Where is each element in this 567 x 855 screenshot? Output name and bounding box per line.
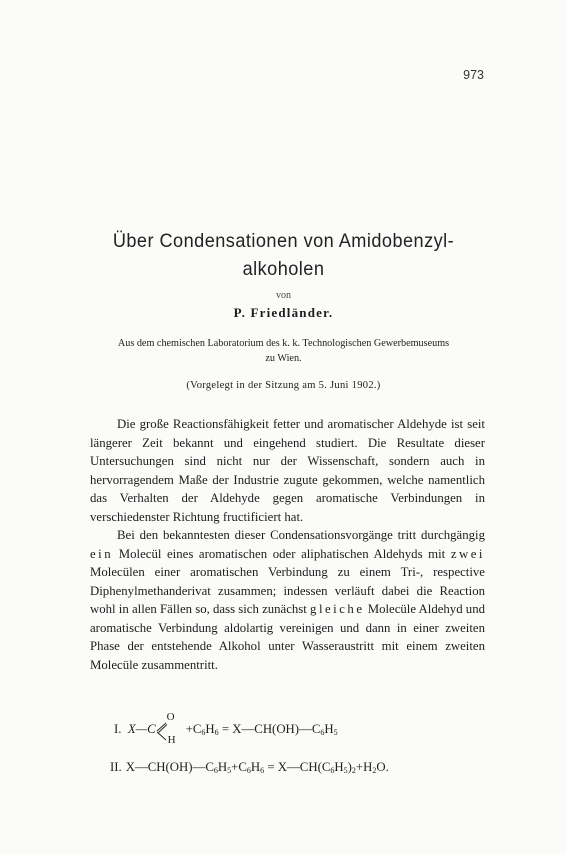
body-text xyxy=(90,415,485,674)
emphasis-gleiche: gleiche xyxy=(310,602,365,616)
paragraph-1: Die große Reactionsfähigkeit fetter und aromatischer Aldehyde ist seit längerer Zeit bekannt und eingehend studiert. Die Resultate dieser Untersuchungen sind nicht nur der Wissenschaft, sondern auch in hervorragendem Maße der Industrie zugute gekommen, welche namentlich das Verhalten der Aldehyde gegen aromatische Verbindungen in verschiedenster Richtung fructificiert hat. xyxy=(90,417,485,524)
formula-2: II. $X—CH(OH)—C_6H_5+C_6H_6$ = $X—CH(C_6H_5)_2+H_2O$. xyxy=(110,760,389,775)
paragraph-2: Bei den bekanntesten dieser Condensationsvorgänge tritt durchgängig ein Molecül eines aromatischen oder aliphatischen Aldehyds mit zwei Molecülen einer aromatischen Verbindung zu einem Tri-, respective Diphenylmethanderivat zusammen; indessen verläuft dabei die Reaction wohl in allen Fällen so, dass sich zunächst gleiche Molecüle Aldehyd und aromatische Verbindung aldolartig vereinigen und dann in einer zweiten Phase der entstehende Alkohol unter Wasseraustritt mit einem zweiten Molecüle zusammentritt. xyxy=(90,528,486,672)
page-number: 973 xyxy=(463,68,484,82)
article-title-line-2: alkoholen xyxy=(242,258,325,280)
formula-1: I. X—C O H $+C_6H_6$ = $X—CH(OH)—C_6H_5$ xyxy=(114,711,338,747)
emphasis-ein: ein xyxy=(90,546,114,561)
by-label: von xyxy=(276,290,291,301)
emphasis-zwei: zwei xyxy=(450,546,485,561)
affiliation-line-1: Aus dem chemischen Laboratorium des k. k. Technologischen Gewerbemuseums xyxy=(117,338,450,349)
affiliation xyxy=(80,336,487,366)
affiliation-line-2: zu Wien. xyxy=(265,353,302,364)
aldehyde-group: O H xyxy=(156,723,186,737)
article-title-line-1: Über Condensationen von Amidobenzyl- xyxy=(112,230,455,252)
presentation-note: (Vorgelegt in der Sitzung am 5. Juni 1902.) xyxy=(186,380,381,391)
author-name: P. Friedländer. xyxy=(233,305,334,320)
